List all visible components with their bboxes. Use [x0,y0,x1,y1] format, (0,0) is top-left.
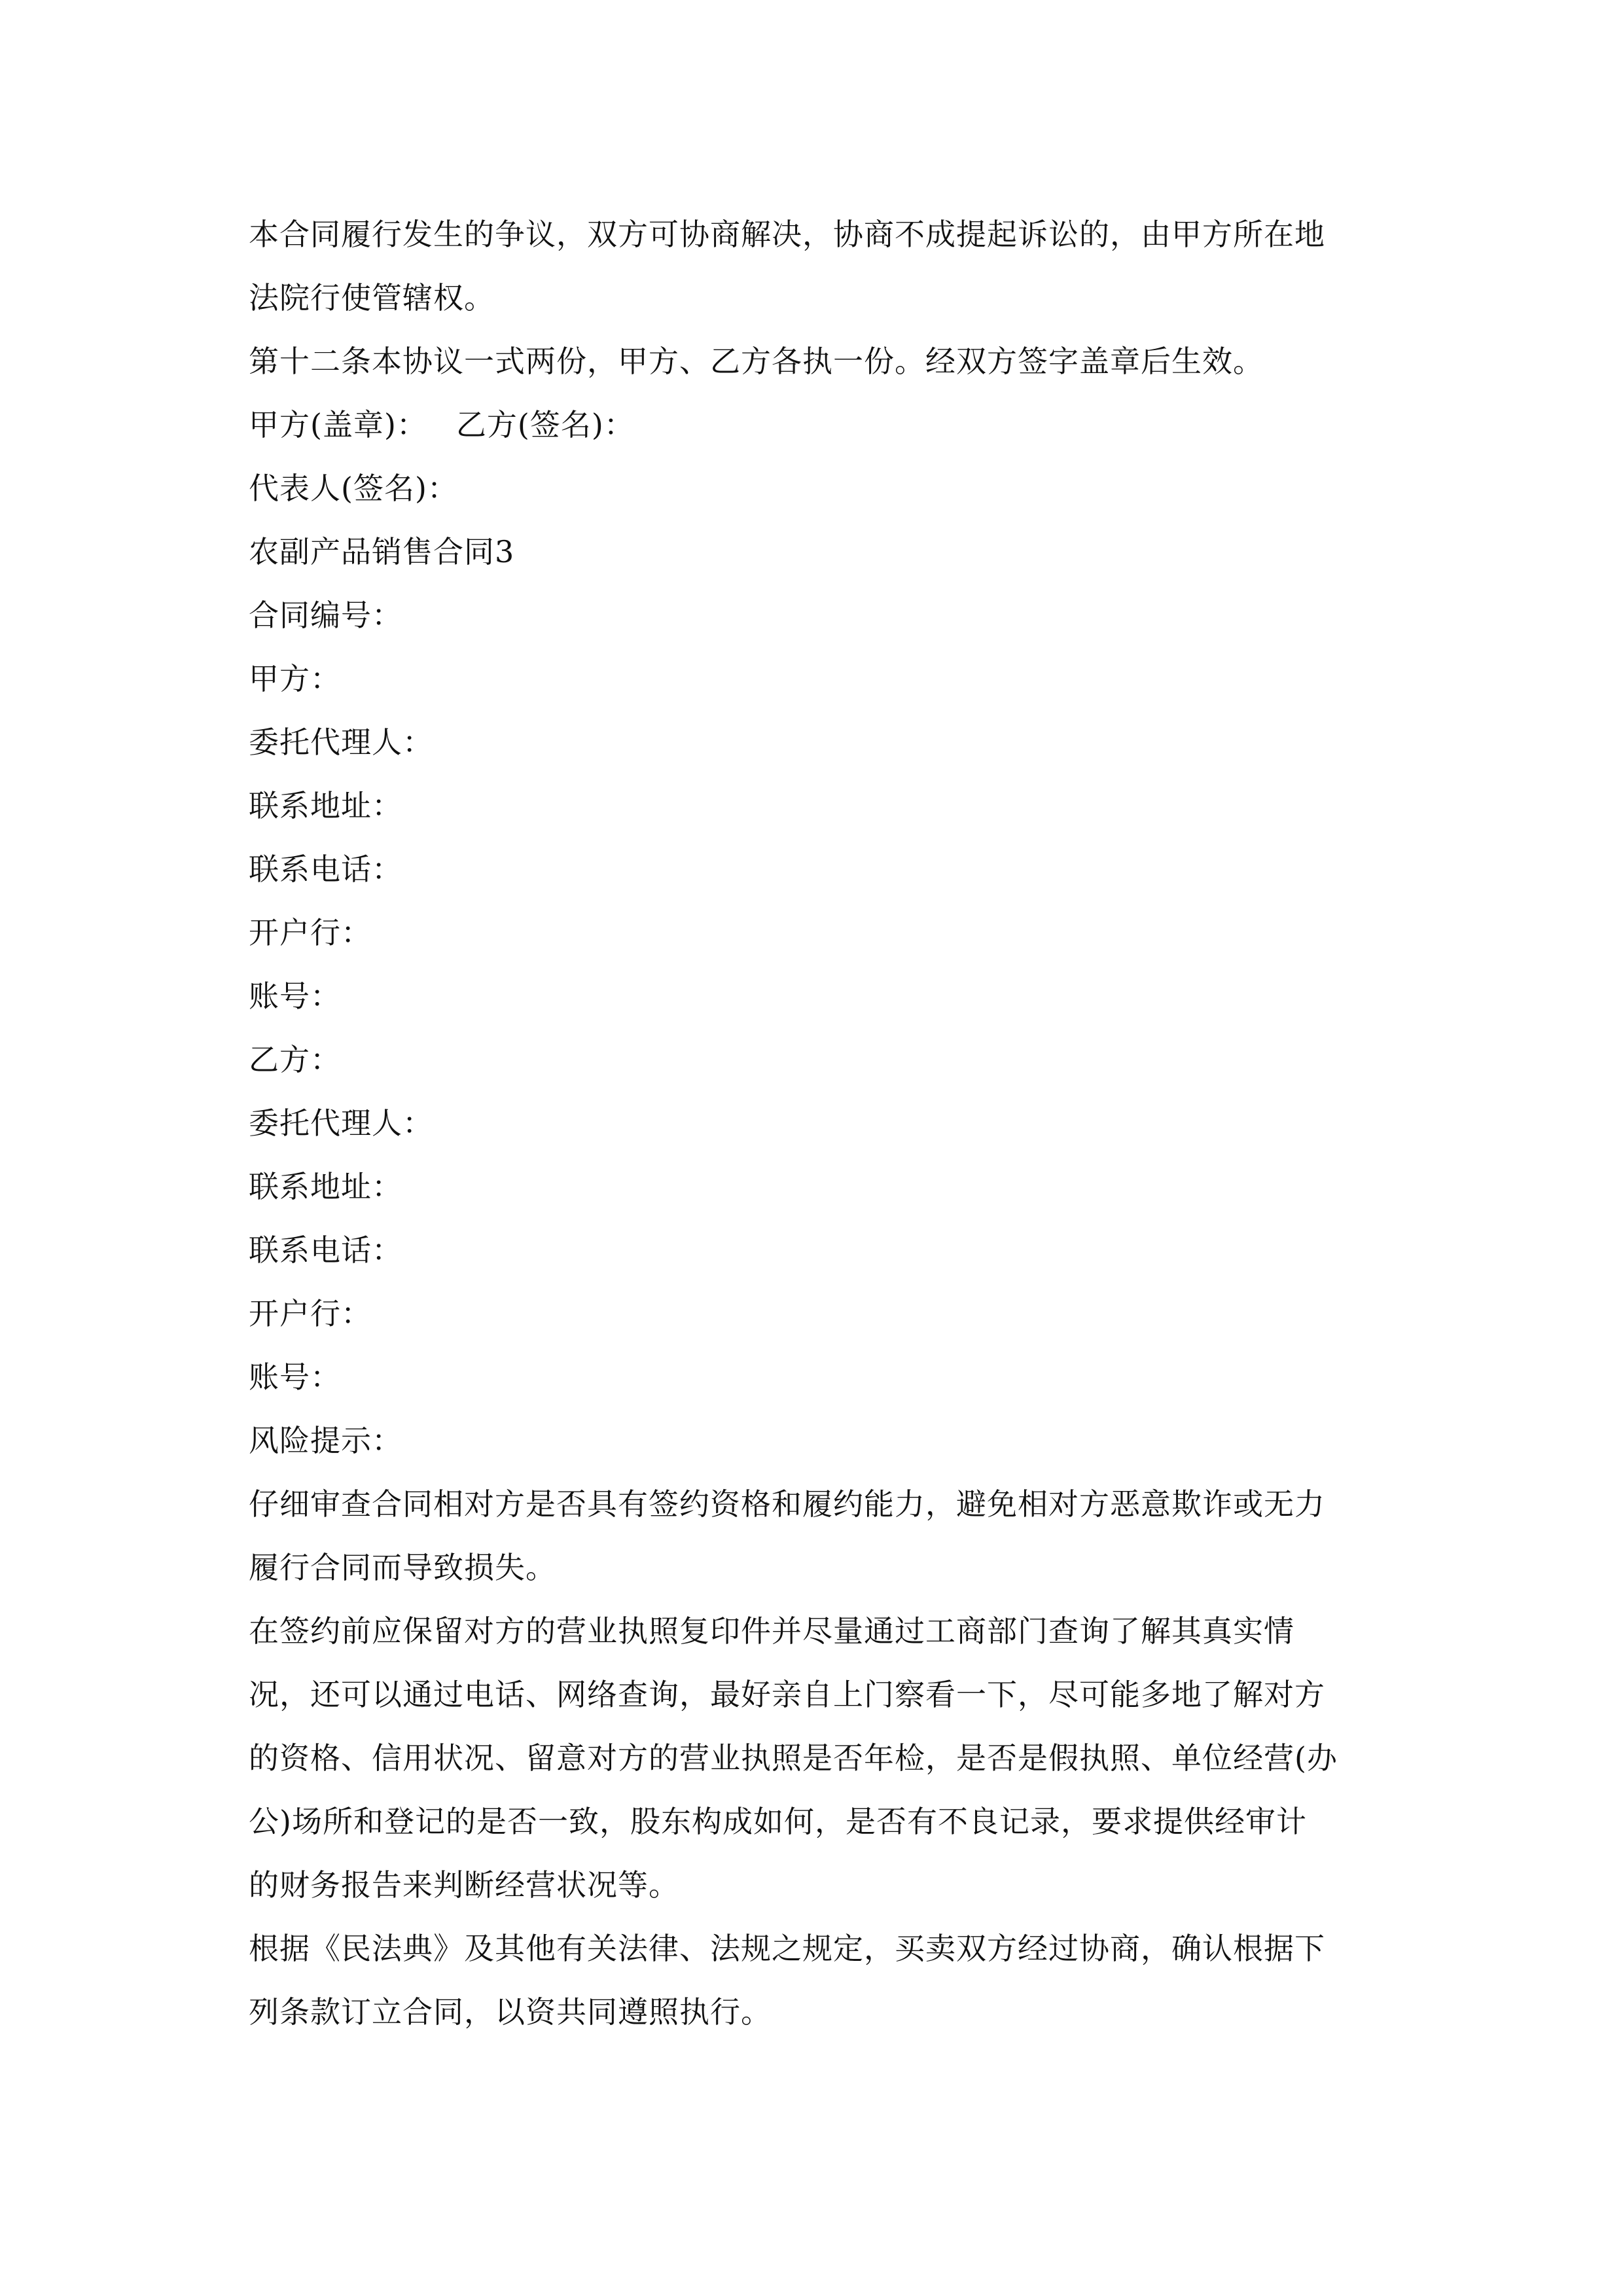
text-line: 仔细审查合同相对方是否具有签约资格和履约能力，避免相对方恶意欺诈或无力 [249,1486,1325,1522]
text-line: 列条款订立合同，以资共同遵照执行。 [249,1994,772,2030]
party-a-seal-label: 甲方(盖章)： [249,407,427,442]
text-line: 公)场所和登记的是否一致，股东构成如何，是否有不良记录，要求提供经审计 [249,1804,1307,1839]
text-line: 履行合同而导致损失。 [249,1550,556,1585]
field-label: 甲方： [249,661,341,696]
field-label: 联系电话： [249,1232,402,1268]
text-line: 代表人(签名)： [249,471,458,506]
field-label: 乙方： [249,1042,341,1077]
text-line: 的资格、信用状况、留意对方的营业执照是否年检，是否是假执照、单位经营(办 [249,1740,1338,1776]
party-b-signature-label: 乙方(签名)： [455,407,635,442]
text-line: 况，还可以通过电话、网络查询，最好亲自上门察看一下，尽可能多地了解对方 [249,1677,1325,1712]
field-label: 开户行： [249,1296,372,1331]
field-label: 账号： [249,1359,341,1395]
field-label: 账号： [249,978,341,1014]
text-line: 的财务报告来判断经营状况等。 [249,1867,679,1903]
text-line: 本合同履行发生的争议，双方可协商解决，协商不成提起诉讼的，由甲方所在地 [249,217,1325,252]
text-line: 根据《民法典》及其他有关法律、法规之规定，买卖双方经过协商，确认根据下 [249,1931,1325,1966]
signature-row [249,393,1374,457]
text-line: 法院行使管辖权。 [249,280,495,315]
text-line: 第十二条本协议一式两份，甲方、乙方各执一份。经双方签字盖章后生效。 [249,344,1264,379]
field-label: 开户行： [249,915,372,950]
field-label: 联系地址： [249,788,402,823]
section-title: 农副产品销售合同3 [249,534,515,569]
text-line: 在签约前应保留对方的营业执照复印件并尽量通过工商部门查询了解其真实情 [249,1613,1294,1649]
field-label: 合同编号： [249,598,402,633]
field-label: 联系电话： [249,852,402,887]
risk-heading: 风险提示： [249,1423,402,1458]
field-label: 委托代理人： [249,725,433,760]
document-body [249,203,1374,2044]
field-label: 委托代理人： [249,1105,433,1141]
field-label: 联系地址： [249,1169,402,1204]
